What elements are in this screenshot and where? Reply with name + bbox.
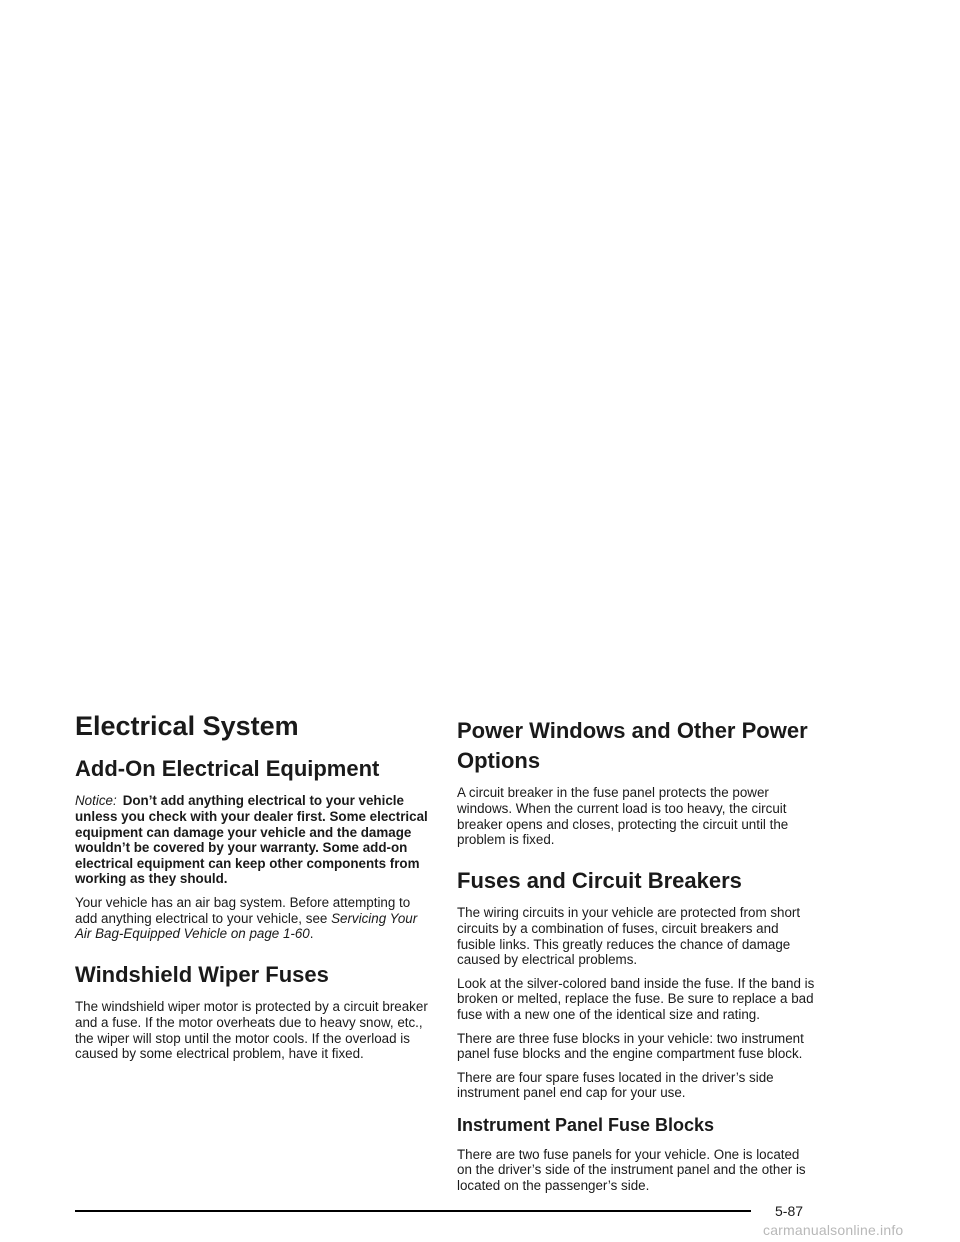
fuses-p3: There are three fuse blocks in your vehicle: two instrument panel fuse blocks and the engine compartment fuse block. bbox=[457, 1030, 804, 1062]
panel-heading: Instrument Panel Fuse Blocks bbox=[457, 1114, 715, 1135]
fuses-p4: There are four spare fuses located in the driver’s side instrument panel end cap for your use. bbox=[457, 1069, 774, 1101]
wiper-heading: Windshield Wiper Fuses bbox=[75, 961, 329, 987]
right-column bbox=[457, 716, 817, 1201]
airbag-reference-link[interactable]: Servicing Your Air Bag-Equipped Vehicle on page 1-60 bbox=[75, 910, 418, 942]
panel-body: There are two fuse panels for your vehicle. One is located on the driver’s side of the instrument panel and the other is located on the passenger’s side. bbox=[457, 1146, 806, 1193]
notice-label: Notice: bbox=[75, 793, 117, 809]
watermark-logo: carmanualsonline.info bbox=[763, 1222, 904, 1238]
left-column bbox=[75, 712, 435, 1070]
notice-text: Don’t add anything electrical to your vehicle unless you check with your dealer first. Some electrical equipment can damage your vehicle and the damage wouldn’t be covered by your warranty. Some add-on electrical equipment can keep other components from working as they should. bbox=[75, 793, 428, 887]
power-heading: Power Windows and Other Power Options bbox=[457, 718, 808, 773]
page-number: 5-87 bbox=[775, 1203, 804, 1219]
footer-rule bbox=[75, 1210, 751, 1212]
addon-body-text: Your vehicle has an air bag system. Before attempting to add anything electrical to your vehicle, see bbox=[75, 894, 411, 926]
addon-body-end: . bbox=[309, 926, 314, 942]
fuses-p2: Look at the silver-colored band inside the fuse. If the band is broken or melted, replace the fuse. Be sure to replace a bad fuse with a new one of the identical size and rating. bbox=[457, 975, 815, 1022]
addon-body bbox=[75, 895, 435, 942]
fuses-p1: The wiring circuits in your vehicle are protected from short circuits by a combination of fuses, circuit breakers and fusible links. This greatly reduces the chance of damage caused by electrical problems. bbox=[457, 905, 801, 968]
power-body: A circuit breaker in the fuse panel protects the power windows. When the current load is too heavy, the circuit breaker opens and closes, protecting the circuit until the problem is fixed. bbox=[457, 785, 789, 848]
wiper-body: The windshield wiper motor is protected by a circuit breaker and a fuse. If the motor overheats due to heavy snow, etc., the wiper will stop until the motor cools. If the overload is caused by some electrical problem, have it fixed. bbox=[75, 999, 428, 1062]
addon-heading: Add-On Electrical Equipment bbox=[75, 755, 380, 781]
section-title: Electrical System bbox=[75, 711, 299, 741]
fuses-heading: Fuses and Circuit Breakers bbox=[457, 867, 742, 893]
notice-paragraph bbox=[75, 793, 435, 887]
